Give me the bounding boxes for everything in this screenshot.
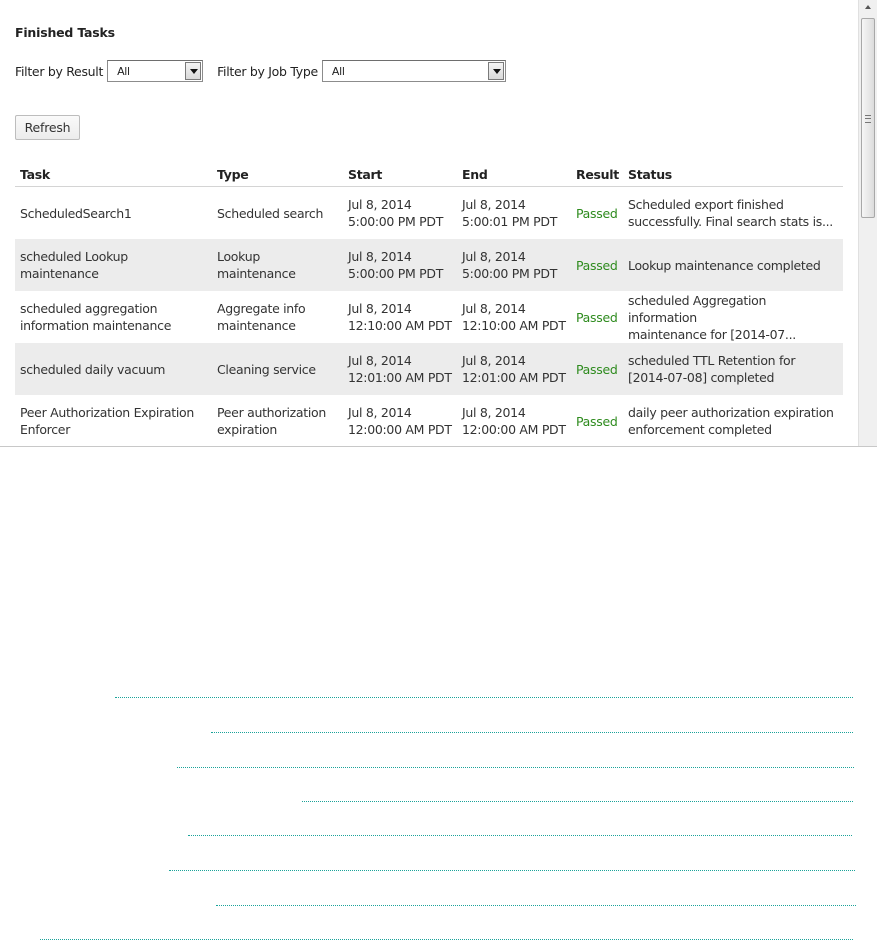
- leader-dots-line: [216, 905, 856, 906]
- start-cell: Jul 8, 2014 12:10:00 AM PDT: [348, 301, 452, 333]
- grip-icon: [865, 115, 871, 123]
- leader-dots-line: [40, 939, 853, 940]
- column-header-result[interactable]: Result: [571, 162, 623, 187]
- type-cell: Scheduled search: [217, 205, 324, 221]
- table-row[interactable]: [15, 343, 843, 395]
- type-cell: Peer authorization expiration: [217, 405, 327, 437]
- leader-dots-line: [177, 767, 854, 768]
- type-cell: Lookup maintenance: [212, 239, 343, 291]
- status-cell: Scheduled export finished successfully. Final search stats is...: [628, 197, 833, 229]
- start-cell: Jul 8, 2014 12:00:00 AM PDT: [348, 405, 452, 437]
- status-cell: Lookup maintenance completed: [623, 239, 843, 291]
- end-cell: Jul 8, 2014 5:00:00 PM PDT: [457, 239, 571, 291]
- table-row[interactable]: [15, 395, 843, 447]
- chevron-down-icon[interactable]: [185, 62, 201, 80]
- task-cell: scheduled aggregation information maintenance: [20, 301, 172, 333]
- result-badge: Passed: [571, 343, 623, 395]
- column-header-end[interactable]: End: [457, 162, 571, 187]
- filter-jobtype-select[interactable]: [322, 60, 506, 82]
- finished-tasks-panel: [0, 0, 877, 447]
- filter-jobtype-label: Filter by Job Type: [217, 63, 318, 79]
- filter-bar: [15, 58, 520, 84]
- status-cell: scheduled Aggregation information maintenance for [2014-07...: [628, 292, 796, 342]
- filter-result-value: All: [117, 65, 130, 78]
- panel-divider: [0, 446, 877, 447]
- result-badge: Passed: [576, 205, 618, 221]
- end-cell: Jul 8, 2014 12:01:00 AM PDT: [457, 343, 571, 395]
- filter-jobtype-value: All: [331, 65, 345, 78]
- scroll-up-arrow-icon[interactable]: [859, 0, 877, 16]
- column-header-type[interactable]: Type: [212, 162, 343, 187]
- task-cell: ScheduledSearch1: [20, 205, 132, 221]
- end-cell: Jul 8, 2014 12:00:00 AM PDT: [462, 405, 566, 437]
- task-cell: scheduled daily vacuum: [15, 343, 212, 395]
- leader-dots-line: [211, 732, 853, 733]
- table-row[interactable]: [15, 187, 843, 240]
- task-cell: scheduled Lookup maintenance: [15, 239, 212, 291]
- start-cell: Jul 8, 2014 5:00:00 PM PDT: [348, 197, 444, 229]
- status-cell: scheduled TTL Retention for [2014-07-08] completed: [623, 343, 843, 395]
- table-header-row: [15, 162, 843, 187]
- leader-dots-line: [302, 801, 853, 802]
- column-header-status[interactable]: Status: [623, 162, 843, 187]
- scrollbar-thumb[interactable]: [861, 18, 875, 218]
- finished-tasks-table: [15, 162, 843, 447]
- start-cell: Jul 8, 2014 5:00:00 PM PDT: [343, 239, 457, 291]
- type-cell: Aggregate info maintenance: [217, 301, 306, 333]
- column-header-start[interactable]: Start: [343, 162, 457, 187]
- result-badge: Passed: [576, 309, 618, 325]
- leader-dots-line: [169, 870, 855, 871]
- leader-dots-line: [188, 835, 852, 836]
- table-row[interactable]: [15, 239, 843, 291]
- leader-dots-line: [115, 697, 853, 698]
- start-cell: Jul 8, 2014 12:01:00 AM PDT: [343, 343, 457, 395]
- vertical-scrollbar[interactable]: [858, 0, 877, 446]
- task-cell: Peer Authorization Expiration Enforcer: [20, 405, 195, 437]
- filter-result-select[interactable]: [107, 60, 203, 82]
- end-cell: Jul 8, 2014 12:10:00 AM PDT: [462, 301, 566, 333]
- result-badge: Passed: [576, 413, 618, 429]
- column-header-task[interactable]: Task: [15, 162, 212, 187]
- refresh-button[interactable]: Refresh: [15, 115, 80, 140]
- chevron-down-icon[interactable]: [488, 62, 504, 80]
- filter-result-label: Filter by Result: [15, 63, 104, 79]
- result-badge: Passed: [571, 239, 623, 291]
- status-cell: daily peer authorization expiration enforcement completed: [628, 405, 834, 437]
- end-cell: Jul 8, 2014 5:00:01 PM PDT: [462, 197, 558, 229]
- type-cell: Cleaning service: [212, 343, 343, 395]
- page-title: Finished Tasks: [15, 25, 115, 40]
- table-row[interactable]: [15, 291, 843, 343]
